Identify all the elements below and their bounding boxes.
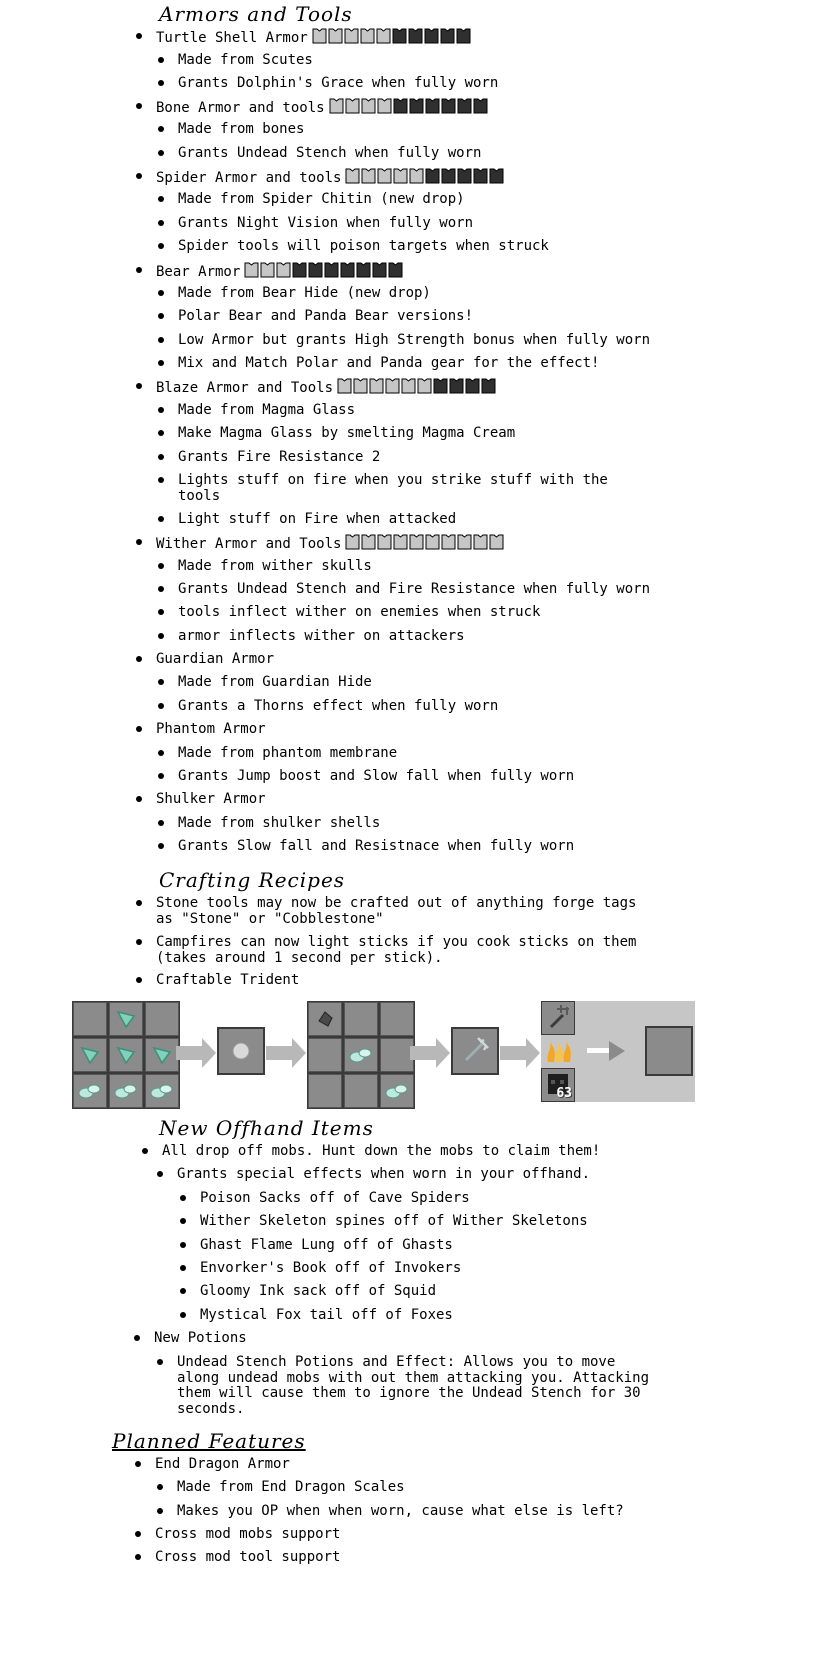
armor-empty-icon [388, 262, 403, 278]
prismarine-crystal-icon [114, 1081, 138, 1101]
bullet [158, 407, 164, 413]
armor-full-icon [393, 168, 408, 184]
bullet [134, 1335, 140, 1341]
bullet [136, 383, 142, 389]
armor-empty-icon [457, 98, 472, 114]
armor-empty-icon [425, 98, 440, 114]
armor-sub-item: Grants a Thorns effect when fully worn [178, 698, 498, 715]
armor-sub-item: Polar Bear and Panda Bear versions! [178, 308, 473, 325]
armor-sub-item: Made from Guardian Hide [178, 674, 372, 691]
planned-item: End Dragon Armor [155, 1456, 290, 1473]
prismarine-crystal-icon [349, 1045, 373, 1065]
armor-full-icon [441, 534, 456, 550]
offhand-item: Poison Sacks off of Cave Spiders [200, 1190, 470, 1207]
armor-item: Spider Armor and tools [156, 168, 505, 187]
armor-empty-icon [441, 168, 456, 184]
armor-sub-item-cont: tools [178, 488, 221, 504]
armor-sub-item: Low Armor but grants High Strength bonus when fully worn [178, 332, 650, 349]
prismarine-crystal-icon [385, 1081, 409, 1101]
armor-full-icon [276, 262, 291, 278]
scale-icon [79, 1044, 101, 1066]
bullet [136, 900, 142, 906]
offhand-item: Envorker's Book off of Invokers [200, 1260, 461, 1277]
bullet [136, 656, 142, 662]
bullet [157, 1171, 163, 1177]
bullet [158, 477, 164, 483]
armor-full-icon [345, 98, 360, 114]
armor-empty-icon [433, 378, 448, 394]
armor-empty-icon [424, 28, 439, 44]
armor-bar [345, 168, 505, 184]
armor-sub-item: Made from Bear Hide (new drop) [178, 285, 431, 302]
slot-flint [308, 1002, 342, 1036]
crafting-grid-scales [72, 1001, 180, 1109]
armor-empty-icon [456, 28, 471, 44]
armor-bar [329, 98, 489, 114]
bullet [158, 220, 164, 226]
armor-full-icon [377, 98, 392, 114]
bullet [158, 703, 164, 709]
armor-item: Bone Armor and tools [156, 98, 489, 117]
bullet [180, 1242, 186, 1248]
bullet [135, 1461, 141, 1467]
armor-empty-icon [324, 262, 339, 278]
armor-full-icon [417, 378, 432, 394]
armor-full-icon [329, 98, 344, 114]
armor-full-icon [345, 534, 360, 550]
armor-empty-icon [440, 28, 455, 44]
armor-sub-item: Light stuff on Fire when attacked [178, 511, 456, 528]
armor-full-icon [312, 28, 327, 44]
prismarine-crystal-icon [150, 1081, 174, 1101]
armor-empty-icon [481, 378, 496, 394]
bullet [157, 1359, 163, 1365]
trident-icon [458, 1034, 492, 1068]
armor-sub-item: armor inflects wither on attackers [178, 628, 465, 645]
armor-full-icon [385, 378, 400, 394]
armor-bar [244, 262, 404, 278]
slot-prismarine [73, 1074, 107, 1108]
bullet [158, 290, 164, 296]
bullet [136, 726, 142, 732]
armor-sub-item: Lights stuff on fire when you strike stuff with the [178, 472, 608, 489]
planned-item: Cross mod tool support [155, 1549, 340, 1566]
result-slot-trident [451, 1027, 499, 1075]
armor-full-icon [376, 28, 391, 44]
bullet [158, 516, 164, 522]
offhand-intro: All drop off mobs. Hunt down the mobs to claim them! [162, 1143, 600, 1160]
bullet [158, 843, 164, 849]
armor-full-icon [377, 168, 392, 184]
armor-item: Guardian Armor [156, 651, 274, 668]
armor-full-icon [377, 534, 392, 550]
bullet [158, 563, 164, 569]
armor-bar [337, 378, 497, 394]
armor-item: Blaze Armor and Tools [156, 378, 497, 397]
bullet [136, 939, 142, 945]
armor-sub-item: Grants Slow fall and Resistnace when fully worn [178, 838, 574, 855]
furnace-progress-arrow-icon [587, 1037, 627, 1065]
armor-item: Wither Armor and Tools [156, 534, 505, 553]
armor-sub-item: Make Magma Glass by smelting Magma Cream [178, 425, 515, 442]
ingot-icon [230, 1040, 252, 1062]
armor-full-icon [361, 168, 376, 184]
armor-sub-item: Grants Undead Stench and Fire Resistance when fully worn [178, 581, 650, 598]
slot-empty [344, 1002, 378, 1036]
trident-icon [545, 1005, 571, 1031]
armor-sub-item: Made from bones [178, 121, 304, 138]
bullet [180, 1265, 186, 1271]
armor-sub-item: Made from Magma Glass [178, 402, 355, 419]
arrow-icon [410, 1038, 450, 1068]
armor-empty-icon [457, 168, 472, 184]
armor-empty-icon [449, 378, 464, 394]
armor-full-icon [244, 262, 259, 278]
armor-sub-item: Made from wither skulls [178, 558, 372, 575]
bullet [136, 796, 142, 802]
armor-empty-icon [473, 168, 488, 184]
bullet [158, 313, 164, 319]
armor-sub-item: Grants Undead Stench when fully worn [178, 145, 481, 162]
armor-sub-item: Grants Dolphin's Grace when fully worn [178, 75, 498, 92]
armor-bar [345, 534, 505, 550]
armor-empty-icon [340, 262, 355, 278]
bullet [158, 633, 164, 639]
arrow-icon [266, 1038, 306, 1068]
bullet [136, 173, 142, 179]
furnace-fuel-slot [541, 1068, 575, 1102]
armor-full-icon [361, 534, 376, 550]
armor-full-icon [369, 378, 384, 394]
section-title-armors: Armors and Tools [159, 2, 353, 26]
bullet [136, 539, 142, 545]
slot-scale [145, 1038, 179, 1072]
armor-bar [312, 28, 472, 44]
slot-prismarine [109, 1074, 143, 1108]
slot-prismarine [344, 1038, 378, 1072]
bullet [136, 103, 142, 109]
armor-full-icon [489, 534, 504, 550]
armor-full-icon [353, 378, 368, 394]
bullet [142, 1148, 148, 1154]
armor-full-icon [473, 534, 488, 550]
armor-full-icon [425, 534, 440, 550]
bullet [136, 33, 142, 39]
slot-prismarine [145, 1074, 179, 1108]
planned-sub-item: Made from End Dragon Scales [177, 1479, 405, 1496]
armor-sub-item: Made from Scutes [178, 52, 313, 69]
armor-full-icon [360, 28, 375, 44]
offhand-item: Wither Skeleton spines off of Wither Skeletons [200, 1213, 588, 1230]
armor-item: Turtle Shell Armor [156, 28, 472, 47]
bullet [157, 1508, 163, 1514]
bullet [180, 1218, 186, 1224]
armor-full-icon [328, 28, 343, 44]
offhand-sub: Grants special effects when worn in your offhand. [177, 1166, 590, 1183]
bullet [136, 267, 142, 273]
slot-empty [145, 1002, 179, 1036]
armor-empty-icon [372, 262, 387, 278]
armor-sub-item: Grants Night Vision when fully worn [178, 215, 473, 232]
armor-empty-icon [408, 28, 423, 44]
armor-full-icon [260, 262, 275, 278]
section-title-offhand: New Offhand Items [159, 1116, 374, 1140]
planned-sub-item: Makes you OP when when worn, cause what else is left? [177, 1503, 624, 1520]
armor-sub-item: Made from phantom membrane [178, 745, 397, 762]
slot-empty [308, 1074, 342, 1108]
armor-sub-item: Made from Spider Chitin (new drop) [178, 191, 465, 208]
armor-full-icon [409, 534, 424, 550]
crafting-item-stone-cont: as "Stone" or "Cobblestone" [156, 911, 384, 927]
crafting-item-trident: Craftable Trident [156, 972, 299, 989]
bullet [180, 1195, 186, 1201]
bullet [158, 337, 164, 343]
armor-empty-icon [489, 168, 504, 184]
potion-desc: Undead Stench Potions and Effect: Allows you to move [177, 1354, 615, 1371]
result-slot-dragon-scale [217, 1027, 265, 1075]
offhand-item: Gloomy Ink sack off of Squid [200, 1283, 436, 1300]
armor-empty-icon [393, 98, 408, 114]
potion-desc: them will cause them to ignore the Undead Stench for 30 [177, 1385, 641, 1401]
armor-empty-icon [356, 262, 371, 278]
armor-full-icon [393, 534, 408, 550]
flint-icon [315, 1009, 335, 1029]
arrow-icon [176, 1038, 216, 1068]
bullet [158, 750, 164, 756]
armor-sub-item: Grants Fire Resistance 2 [178, 449, 380, 466]
bullet [158, 80, 164, 86]
armor-full-icon [401, 378, 416, 394]
bullet [135, 1554, 141, 1560]
armor-sub-item: Grants Jump boost and Slow fall when fully worn [178, 768, 574, 785]
armor-full-icon [345, 168, 360, 184]
bullet [158, 360, 164, 366]
furnace-input-slot [541, 1001, 575, 1035]
armor-full-icon [337, 378, 352, 394]
armor-full-icon [457, 534, 472, 550]
armor-full-icon [344, 28, 359, 44]
fire-icon [544, 1038, 572, 1064]
bullet [158, 430, 164, 436]
armor-empty-icon [409, 98, 424, 114]
armor-empty-icon [392, 28, 407, 44]
offhand-item: Mystical Fox tail off of Foxes [200, 1307, 453, 1324]
bullet [158, 820, 164, 826]
slot-scale [109, 1038, 143, 1072]
crafting-item-campfire: Campfires can now light sticks if you cook sticks on them [156, 934, 636, 951]
scale-icon [115, 1044, 137, 1066]
armor-item: Shulker Armor [156, 791, 266, 808]
armor-sub-item: Mix and Match Polar and Panda gear for the effect! [178, 355, 599, 372]
offhand-potions: New Potions [154, 1330, 247, 1347]
prismarine-crystal-icon [78, 1081, 102, 1101]
bullet [158, 196, 164, 202]
bullet [158, 609, 164, 615]
bullet [180, 1288, 186, 1294]
bullet [158, 773, 164, 779]
armor-sub-item: Made from shulker shells [178, 815, 380, 832]
slot-scale [109, 1002, 143, 1036]
slot-empty [308, 1038, 342, 1072]
section-title-planned: Planned Features [112, 1429, 306, 1453]
bullet [158, 679, 164, 685]
armor-empty-icon [292, 262, 307, 278]
furnace-panel [541, 1001, 695, 1102]
bullet [158, 454, 164, 460]
slot-empty [380, 1002, 414, 1036]
slot-empty [380, 1038, 414, 1072]
bullet [158, 150, 164, 156]
potion-desc: seconds. [177, 1401, 245, 1417]
slot-scale [73, 1038, 107, 1072]
crafting-grid-trident [307, 1001, 415, 1109]
crafting-item-campfire-cont: (takes around 1 second per stick). [156, 950, 443, 966]
fuel-stack-count: 63 [556, 1086, 572, 1101]
armor-full-icon [361, 98, 376, 114]
scale-icon [115, 1008, 137, 1030]
bullet [158, 126, 164, 132]
bullet [158, 57, 164, 63]
crafting-item-stone: Stone tools may now be crafted out of anything forge tags [156, 895, 636, 912]
armor-item: Bear Armor [156, 262, 404, 281]
bullet [136, 977, 142, 983]
bullet [158, 586, 164, 592]
armor-empty-icon [465, 378, 480, 394]
armor-empty-icon [308, 262, 323, 278]
bullet [158, 243, 164, 249]
slot-empty [73, 1002, 107, 1036]
armor-empty-icon [425, 168, 440, 184]
section-title-crafting: Crafting Recipes [159, 868, 346, 892]
bullet [157, 1484, 163, 1490]
armor-empty-icon [473, 98, 488, 114]
planned-item: Cross mod mobs support [155, 1526, 340, 1543]
bullet [180, 1312, 186, 1318]
armor-full-icon [409, 168, 424, 184]
arrow-icon [500, 1038, 540, 1068]
potion-desc: along undead mobs with out them attacking you. Attacking [177, 1370, 650, 1386]
armor-empty-icon [441, 98, 456, 114]
armor-item: Phantom Armor [156, 721, 266, 738]
scale-icon [151, 1044, 173, 1066]
slot-prismarine [380, 1074, 414, 1108]
bullet [135, 1531, 141, 1537]
armor-sub-item: Spider tools will poison targets when struck [178, 238, 549, 255]
armor-sub-item: tools inflect wither on enemies when struck [178, 604, 540, 621]
slot-empty [344, 1074, 378, 1108]
furnace-output-slot [645, 1026, 693, 1076]
offhand-item: Ghast Flame Lung off of Ghasts [200, 1237, 453, 1254]
